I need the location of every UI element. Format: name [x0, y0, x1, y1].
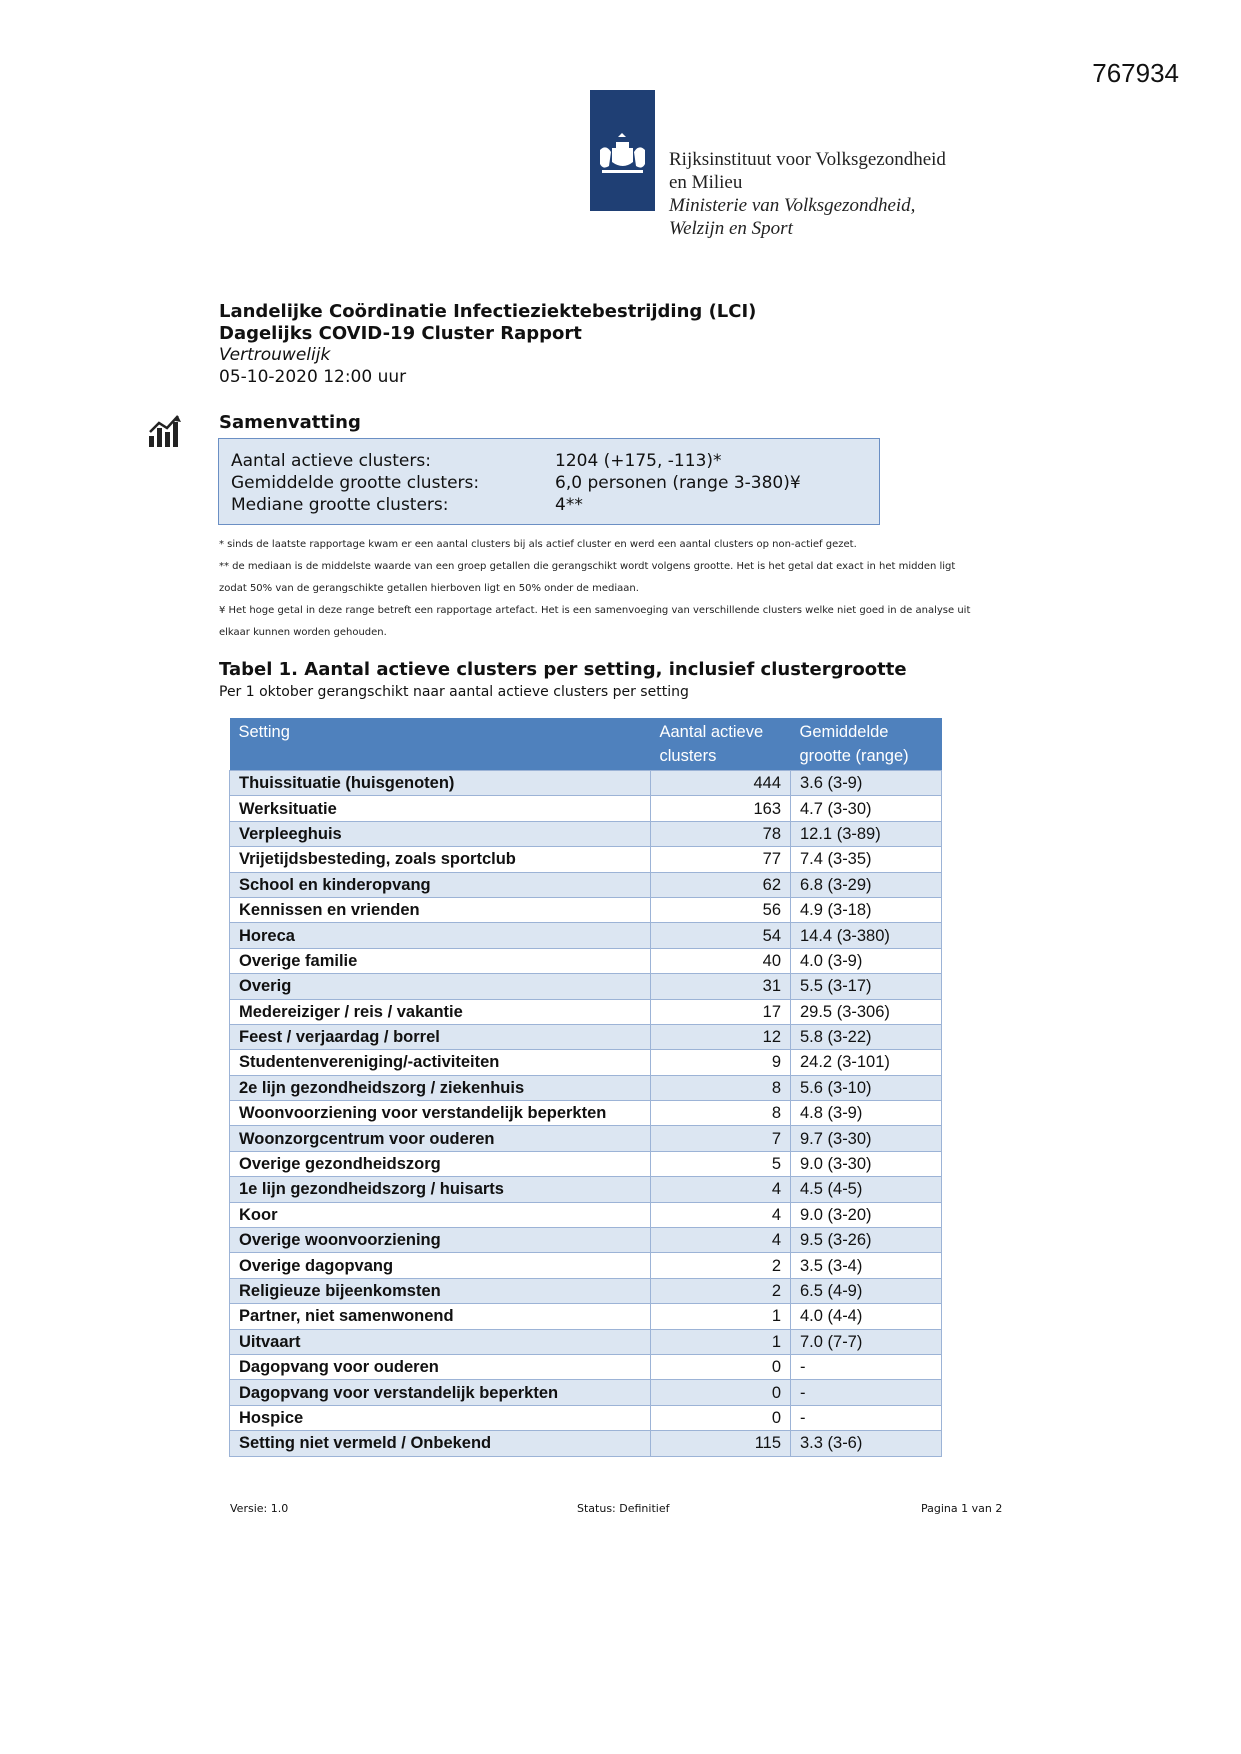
- cell-count: 163: [651, 796, 791, 821]
- table-row: [230, 1126, 942, 1151]
- cell-count: 54: [651, 923, 791, 948]
- footer-version: Versie: 1.0: [230, 1502, 289, 1515]
- cell-setting: Uitvaart: [230, 1329, 651, 1354]
- footnote: zodat 50% van de gerangschikte getallen hierboven ligt en 50% onder de mediaan.: [219, 583, 639, 594]
- cell-size: 4.0 (3-9): [791, 948, 942, 973]
- header-size: Gemiddelde grootte (range): [791, 718, 942, 771]
- table-row: [230, 948, 942, 973]
- table-row: [230, 1075, 942, 1100]
- table-row: [230, 1151, 942, 1176]
- cell-size: 4.5 (4-5): [791, 1177, 942, 1202]
- summary-value: 4**: [555, 495, 583, 515]
- cell-count: 444: [651, 771, 791, 796]
- government-logo-emblem: [590, 90, 655, 211]
- cell-count: 4: [651, 1202, 791, 1227]
- footnote: ** de mediaan is de middelste waarde van een groep getallen die gerangschikt wordt volgens grootte. Het is het getal dat exact in het midden ligt: [219, 561, 956, 572]
- document-id: 767934: [1092, 58, 1179, 88]
- table-row: [230, 872, 942, 897]
- cell-count: 1: [651, 1329, 791, 1354]
- cell-setting: 2e lijn gezondheidszorg / ziekenhuis: [230, 1075, 651, 1100]
- cell-count: 0: [651, 1380, 791, 1405]
- footnote: elkaar kunnen worden gehouden.: [219, 627, 387, 638]
- table-row: [230, 999, 942, 1024]
- table-row: [230, 1253, 942, 1278]
- table-title: Tabel 1. Aantal actieve clusters per setting, inclusief clustergrootte: [219, 659, 907, 680]
- summary-label: Gemiddelde grootte clusters:: [231, 473, 480, 493]
- table-row: [230, 847, 942, 872]
- cell-size: 4.0 (4-4): [791, 1304, 942, 1329]
- table-row: [230, 923, 942, 948]
- table-row: [230, 1024, 942, 1049]
- summary-box: [218, 438, 880, 525]
- cell-setting: Kennissen en vrienden: [230, 897, 651, 922]
- report-datetime: 05-10-2020 12:00 uur: [219, 367, 407, 387]
- cell-setting: Dagopvang voor ouderen: [230, 1354, 651, 1379]
- cell-count: 2: [651, 1253, 791, 1278]
- cell-setting: Partner, niet samenwonend: [230, 1304, 651, 1329]
- logo-line-4: Welzijn en Sport: [669, 218, 793, 239]
- cell-size: 9.5 (3-26): [791, 1228, 942, 1253]
- summary-value: 1204 (+175, -113)*: [555, 451, 722, 471]
- cell-setting: Overige woonvoorziening: [230, 1228, 651, 1253]
- table-row: [230, 1304, 942, 1329]
- cell-size: 3.6 (3-9): [791, 771, 942, 796]
- table-row: [230, 821, 942, 846]
- cell-count: 0: [651, 1354, 791, 1379]
- cell-count: 2: [651, 1278, 791, 1303]
- table-row: [230, 1050, 942, 1075]
- footnote: * sinds de laatste rapportage kwam er een aantal clusters bij als actief cluster en werd een aantal clusters op non-actief gezet.: [219, 539, 857, 550]
- cell-size: 14.4 (3-380): [791, 923, 942, 948]
- cell-size: 6.8 (3-29): [791, 872, 942, 897]
- cell-setting: Setting niet vermeld / Onbekend: [230, 1431, 651, 1456]
- cell-count: 4: [651, 1228, 791, 1253]
- summary-row: [231, 472, 879, 494]
- cell-setting: Dagopvang voor verstandelijk beperkten: [230, 1380, 651, 1405]
- cell-setting: Overige familie: [230, 948, 651, 973]
- cell-size: 5.8 (3-22): [791, 1024, 942, 1049]
- logo-line-3: Ministerie van Volksgezondheid,: [669, 195, 916, 216]
- cell-setting: 1e lijn gezondheidszorg / huisarts: [230, 1177, 651, 1202]
- cell-size: 7.0 (7-7): [791, 1329, 942, 1354]
- footer-status: Status: Definitief: [577, 1502, 670, 1515]
- table-subtitle: Per 1 oktober gerangschikt naar aantal actieve clusters per setting: [219, 684, 689, 700]
- summary-label: Aantal actieve clusters:: [231, 451, 431, 471]
- cell-setting: School en kinderopvang: [230, 872, 651, 897]
- cell-size: 24.2 (3-101): [791, 1050, 942, 1075]
- cell-count: 5: [651, 1151, 791, 1176]
- cell-setting: Hospice: [230, 1405, 651, 1430]
- bar-chart-icon: [148, 414, 184, 452]
- header-setting: Setting: [230, 718, 651, 771]
- cell-count: 31: [651, 974, 791, 999]
- cell-count: 4: [651, 1177, 791, 1202]
- report-header: [219, 301, 1119, 388]
- cell-count: 7: [651, 1126, 791, 1151]
- cell-setting: Thuissituatie (huisgenoten): [230, 771, 651, 796]
- table-body: [230, 771, 942, 1457]
- table-row: [230, 897, 942, 922]
- table-row: [230, 1278, 942, 1303]
- cell-count: 56: [651, 897, 791, 922]
- table-row: [230, 771, 942, 796]
- cell-size: 3.5 (3-4): [791, 1253, 942, 1278]
- report-title: Dagelijks COVID-19 Cluster Rapport: [219, 323, 582, 344]
- footnote: ¥ Het hoge getal in deze range betreft een rapportage artefact. Het is een samenvoeging van verschillende clusters welke niet goed in de analyse uit: [219, 605, 971, 616]
- header-count: Aantal actieve clusters: [651, 718, 791, 771]
- cell-size: 5.5 (3-17): [791, 974, 942, 999]
- cell-setting: Vrijetijdsbesteding, zoals sportclub: [230, 847, 651, 872]
- table-row: [230, 1405, 942, 1430]
- cell-size: 9.0 (3-20): [791, 1202, 942, 1227]
- table-row: [230, 1329, 942, 1354]
- cell-count: 40: [651, 948, 791, 973]
- cell-setting: Horeca: [230, 923, 651, 948]
- table-row: [230, 1202, 942, 1227]
- summary-row: [231, 450, 879, 472]
- cell-setting: Woonzorgcentrum voor ouderen: [230, 1126, 651, 1151]
- cell-size: 5.6 (3-10): [791, 1075, 942, 1100]
- cell-size: -: [791, 1380, 942, 1405]
- table-row: [230, 1380, 942, 1405]
- cell-size: 9.0 (3-30): [791, 1151, 942, 1176]
- cell-setting: Koor: [230, 1202, 651, 1227]
- table-row: [230, 796, 942, 821]
- cell-size: -: [791, 1354, 942, 1379]
- cell-size: 6.5 (4-9): [791, 1278, 942, 1303]
- table-row: [230, 1354, 942, 1379]
- footer-page: Pagina 1 van 2: [921, 1502, 1003, 1515]
- cell-setting: Overig: [230, 974, 651, 999]
- logo-line-1: Rijksinstituut voor Volksgezondheid: [669, 149, 946, 170]
- cell-size: 4.9 (3-18): [791, 897, 942, 922]
- cell-setting: Verpleeghuis: [230, 821, 651, 846]
- table-row: [230, 974, 942, 999]
- table-row: [230, 1431, 942, 1456]
- cell-count: 0: [651, 1405, 791, 1430]
- cell-count: 77: [651, 847, 791, 872]
- cell-setting: Feest / verjaardag / borrel: [230, 1024, 651, 1049]
- cell-count: 62: [651, 872, 791, 897]
- cell-setting: Overige gezondheidszorg: [230, 1151, 651, 1176]
- cell-size: 29.5 (3-306): [791, 999, 942, 1024]
- table-row: [230, 1101, 942, 1126]
- cell-count: 78: [651, 821, 791, 846]
- cell-count: 17: [651, 999, 791, 1024]
- summary-row: [231, 494, 879, 516]
- cell-size: 12.1 (3-89): [791, 821, 942, 846]
- cell-setting: Overige dagopvang: [230, 1253, 651, 1278]
- crest-icon: [590, 90, 655, 211]
- clusters-table: [229, 718, 942, 1457]
- cell-size: 4.8 (3-9): [791, 1101, 942, 1126]
- cell-count: 115: [651, 1431, 791, 1456]
- cell-setting: Woonvoorziening voor verstandelijk beperkten: [230, 1101, 651, 1126]
- cell-size: 9.7 (3-30): [791, 1126, 942, 1151]
- cell-count: 8: [651, 1075, 791, 1100]
- cell-setting: Werksituatie: [230, 796, 651, 821]
- cell-count: 1: [651, 1304, 791, 1329]
- cell-count: 12: [651, 1024, 791, 1049]
- confidential-label: Vertrouwelijk: [219, 345, 331, 365]
- cell-setting: Medereiziger / reis / vakantie: [230, 999, 651, 1024]
- cell-setting: Studentenvereniging/-activiteiten: [230, 1050, 651, 1075]
- table-row: [230, 1177, 942, 1202]
- footnotes: [219, 534, 1039, 644]
- org-title: Landelijke Coördinatie Infectieziektebestrijding (LCI): [219, 301, 757, 322]
- cell-setting: Religieuze bijeenkomsten: [230, 1278, 651, 1303]
- table-row: [230, 1228, 942, 1253]
- summary-value: 6,0 personen (range 3-380)¥: [555, 473, 801, 493]
- cell-count: 8: [651, 1101, 791, 1126]
- logo-line-2: en Milieu: [669, 172, 743, 193]
- summary-label: Mediane grootte clusters:: [231, 495, 449, 515]
- cell-size: 4.7 (3-30): [791, 796, 942, 821]
- cell-size: 3.3 (3-6): [791, 1431, 942, 1456]
- cell-size: -: [791, 1405, 942, 1430]
- logo-text: [669, 148, 946, 240]
- table-header-row: [230, 718, 942, 771]
- summary-title: Samenvatting: [219, 412, 361, 433]
- cell-size: 7.4 (3-35): [791, 847, 942, 872]
- cell-count: 9: [651, 1050, 791, 1075]
